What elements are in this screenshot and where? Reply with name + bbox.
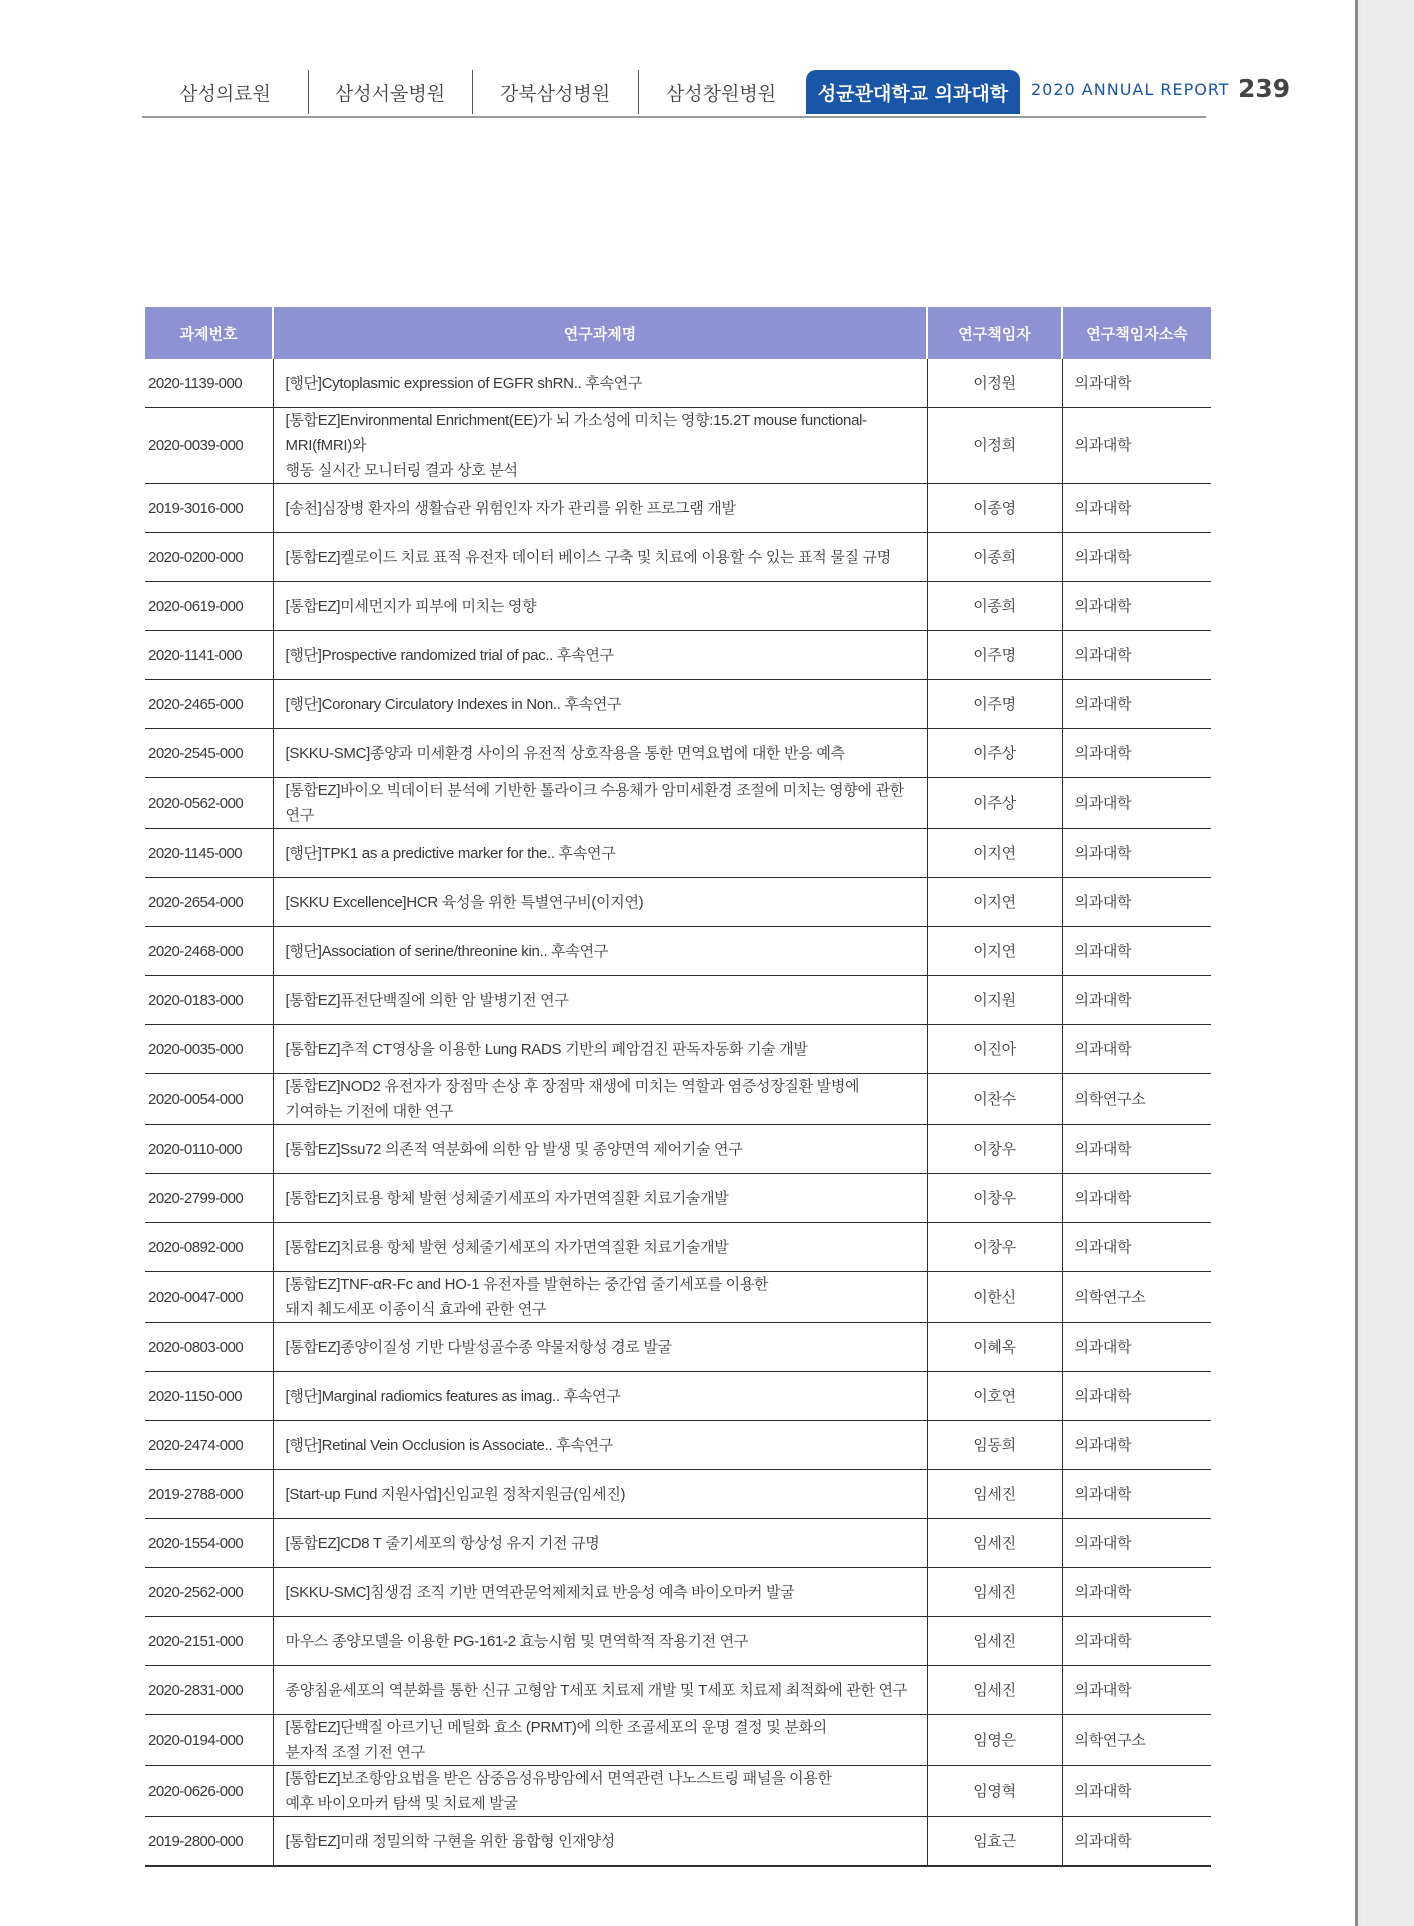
cell-project-title: [통합EZ]TNF-αR-Fc and HO-1 유전자를 발현하는 중간엽 줄기세포를 이용한 돼지 췌도세포 이종이식 효과에 관한 연구	[273, 1272, 927, 1323]
cell-project-no: 2020-2151-000	[145, 1617, 273, 1666]
col-header-project-no: 과제번호	[145, 307, 273, 359]
cell-project-title: [통합EZ]단백질 아르기닌 메틸화 효소 (PRMT)에 의한 조골세포의 운명 결정 및 분화의 분자적 조절 기전 연구	[273, 1715, 927, 1766]
cell-project-title: [통합EZ]퓨전단백질에 의한 암 발병기전 연구	[273, 976, 927, 1025]
cell-investigator: 이혜옥	[927, 1323, 1062, 1372]
cell-project-no: 2020-2468-000	[145, 927, 273, 976]
cell-affiliation: 의과대학	[1062, 878, 1211, 927]
cell-project-no: 2020-2831-000	[145, 1666, 273, 1715]
cell-project-title: [행단]Cytoplasmic expression of EGFR shRN.. 후속연구	[273, 359, 927, 408]
cell-project-no: 2020-0035-000	[145, 1025, 273, 1074]
cell-affiliation: 의과대학	[1062, 729, 1211, 778]
cell-project-title: [Start-up Fund 지원사업]신임교원 정착지원금(임세진)	[273, 1470, 927, 1519]
cell-project-title: 종양침윤세포의 역분화를 통한 신규 고형암 T세포 치료제 개발 및 T세포 치료제 최적화에 관한 연구	[273, 1666, 927, 1715]
table-row	[145, 729, 1211, 778]
table-row	[145, 829, 1211, 878]
table-row	[145, 1272, 1211, 1323]
viewer-background	[1361, 0, 1414, 1926]
cell-project-no: 2020-0803-000	[145, 1323, 273, 1372]
cell-affiliation: 의과대학	[1062, 1174, 1211, 1223]
cell-affiliation: 의과대학	[1062, 631, 1211, 680]
cell-affiliation: 의과대학	[1062, 1372, 1211, 1421]
table-row	[145, 1074, 1211, 1125]
table-row	[145, 359, 1211, 408]
tab-label: 삼성의료원	[179, 82, 271, 105]
cell-affiliation: 의과대학	[1062, 1125, 1211, 1174]
cell-investigator: 이종희	[927, 582, 1062, 631]
cell-project-no: 2020-1554-000	[145, 1519, 273, 1568]
cell-project-title: [통합EZ]바이오 빅데이터 분석에 기반한 톨라이크 수용체가 암미세환경 조절에 미치는 영향에 관한 연구	[273, 778, 927, 829]
cell-investigator: 이지연	[927, 927, 1062, 976]
cell-project-no: 2019-2800-000	[145, 1817, 273, 1867]
cell-investigator: 이창우	[927, 1125, 1062, 1174]
cell-investigator: 임세진	[927, 1470, 1062, 1519]
cell-project-no: 2020-0619-000	[145, 582, 273, 631]
table-row	[145, 878, 1211, 927]
cell-project-no: 2020-1139-000	[145, 359, 273, 408]
cell-affiliation: 의과대학	[1062, 484, 1211, 533]
cell-investigator: 이주명	[927, 631, 1062, 680]
cell-project-no: 2020-1141-000	[145, 631, 273, 680]
tab-samsung-seoul-hospital[interactable]	[308, 70, 473, 114]
cell-affiliation: 의학연구소	[1062, 1272, 1211, 1323]
cell-project-no: 2020-0562-000	[145, 778, 273, 829]
cell-investigator: 이진아	[927, 1025, 1062, 1074]
cell-project-title: [통합EZ]추적 CT영상을 이용한 Lung RADS 기반의 폐암검진 판독자동화 기술 개발	[273, 1025, 927, 1074]
cell-investigator: 이주명	[927, 680, 1062, 729]
table-row	[145, 778, 1211, 829]
cell-project-title: [SKKU-SMC]침생검 조직 기반 면역관문억제제치료 반응성 예측 바이오마커 발굴	[273, 1568, 927, 1617]
cell-affiliation: 의과대학	[1062, 927, 1211, 976]
cell-affiliation: 의과대학	[1062, 1568, 1211, 1617]
table-row	[145, 631, 1211, 680]
cell-investigator: 임세진	[927, 1666, 1062, 1715]
cell-affiliation: 의과대학	[1062, 829, 1211, 878]
table-row	[145, 484, 1211, 533]
cell-project-no: 2019-2788-000	[145, 1470, 273, 1519]
table-row	[145, 1223, 1211, 1272]
cell-investigator: 이지연	[927, 829, 1062, 878]
table-row	[145, 1715, 1211, 1766]
cell-investigator: 이종영	[927, 484, 1062, 533]
cell-project-title: [행단]Retinal Vein Occlusion is Associate.. 후속연구	[273, 1421, 927, 1470]
cell-project-title: [송천]심장병 환자의 생활습관 위험인자 자가 관리를 위한 프로그램 개발	[273, 484, 927, 533]
cell-project-title: [통합EZ]미세먼지가 피부에 미치는 영향	[273, 582, 927, 631]
cell-project-no: 2020-2545-000	[145, 729, 273, 778]
cell-investigator: 이정희	[927, 408, 1062, 484]
cell-project-no: 2019-3016-000	[145, 484, 273, 533]
cell-affiliation: 의학연구소	[1062, 1715, 1211, 1766]
cell-project-no: 2020-0626-000	[145, 1766, 273, 1817]
cell-project-no: 2020-1150-000	[145, 1372, 273, 1421]
col-header-affiliation: 연구책임자소속	[1062, 307, 1211, 359]
cell-investigator: 임영은	[927, 1715, 1062, 1766]
cell-investigator: 이창우	[927, 1223, 1062, 1272]
table-row	[145, 408, 1211, 484]
cell-affiliation: 의과대학	[1062, 1817, 1211, 1867]
cell-project-no: 2020-1145-000	[145, 829, 273, 878]
cell-affiliation: 의과대학	[1062, 1223, 1211, 1272]
table-row	[145, 1617, 1211, 1666]
cell-investigator: 이지원	[927, 976, 1062, 1025]
cell-project-title: 마우스 종양모델을 이용한 PG-161-2 효능시험 및 면역학적 작용기전 연구	[273, 1617, 927, 1666]
cell-project-no: 2020-0200-000	[145, 533, 273, 582]
cell-investigator: 임동희	[927, 1421, 1062, 1470]
cell-project-title: [통합EZ]치료용 항체 발현 성체줄기세포의 자가면역질환 치료기술개발	[273, 1223, 927, 1272]
tab-kangbuk-samsung-hospital[interactable]	[472, 70, 639, 114]
table-row	[145, 1372, 1211, 1421]
cell-project-no: 2020-0194-000	[145, 1715, 273, 1766]
col-header-investigator: 연구책임자	[927, 307, 1062, 359]
cell-project-title: [통합EZ]치료용 항체 발현 성체줄기세포의 자가면역질환 치료기술개발	[273, 1174, 927, 1223]
table-header-row	[145, 307, 1211, 359]
cell-affiliation: 의과대학	[1062, 1323, 1211, 1372]
table-row	[145, 1470, 1211, 1519]
table-row	[145, 1174, 1211, 1223]
table-row	[145, 1766, 1211, 1817]
table-row	[145, 1125, 1211, 1174]
cell-investigator: 이종희	[927, 533, 1062, 582]
cell-investigator: 이정원	[927, 359, 1062, 408]
tab-samsung-medical-center[interactable]	[142, 70, 309, 114]
cell-investigator: 임효근	[927, 1817, 1062, 1867]
cell-project-no: 2020-0054-000	[145, 1074, 273, 1125]
table-row	[145, 1817, 1211, 1867]
cell-affiliation: 의과대학	[1062, 1617, 1211, 1666]
cell-project-title: [통합EZ]켈로이드 치료 표적 유전자 데이터 베이스 구축 및 치료에 이용할 수 있는 표적 물질 규명	[273, 533, 927, 582]
table-body	[145, 359, 1211, 1866]
table-row	[145, 927, 1211, 976]
cell-affiliation: 의과대학	[1062, 1470, 1211, 1519]
cell-project-no: 2020-0039-000	[145, 408, 273, 484]
cell-investigator: 이한신	[927, 1272, 1062, 1323]
cell-affiliation: 의과대학	[1062, 533, 1211, 582]
tab-label: 강북삼성병원	[499, 82, 611, 105]
table-row	[145, 533, 1211, 582]
cell-investigator: 임세진	[927, 1568, 1062, 1617]
cell-affiliation: 의과대학	[1062, 1421, 1211, 1470]
cell-project-no: 2020-2465-000	[145, 680, 273, 729]
cell-affiliation: 의학연구소	[1062, 1074, 1211, 1125]
tab-label: 삼성창원병원	[665, 82, 777, 105]
cell-investigator: 이지연	[927, 878, 1062, 927]
cell-affiliation: 의과대학	[1062, 582, 1211, 631]
cell-project-no: 2020-0183-000	[145, 976, 273, 1025]
cell-project-no: 2020-0892-000	[145, 1223, 273, 1272]
cell-project-no: 2020-0047-000	[145, 1272, 273, 1323]
cell-project-title: [행단]TPK1 as a predictive marker for the.. 후속연구	[273, 829, 927, 878]
cell-project-no: 2020-2654-000	[145, 878, 273, 927]
tab-label: 성균관대학교 의과대학	[817, 82, 1009, 105]
cell-investigator: 이주상	[927, 778, 1062, 829]
tab-samsung-changwon-hospital[interactable]	[638, 70, 804, 114]
cell-project-title: [행단]Marginal radiomics features as imag.. 후속연구	[273, 1372, 927, 1421]
cell-affiliation: 의과대학	[1062, 1766, 1211, 1817]
cell-affiliation: 의과대학	[1062, 680, 1211, 729]
cell-project-title: [통합EZ]미래 정밀의학 구현을 위한 융합형 인재양성	[273, 1817, 927, 1867]
cell-project-title: [통합EZ]Ssu72 의존적 역분화에 의한 암 발생 및 종양면역 제어기술 연구	[273, 1125, 927, 1174]
table-row	[145, 976, 1211, 1025]
cell-project-no: 2020-2562-000	[145, 1568, 273, 1617]
cell-affiliation: 의과대학	[1062, 359, 1211, 408]
table-row	[145, 680, 1211, 729]
cell-affiliation: 의과대학	[1062, 408, 1211, 484]
cell-project-title: [행단]Prospective randomized trial of pac.. 후속연구	[273, 631, 927, 680]
cell-affiliation: 의과대학	[1062, 1025, 1211, 1074]
cell-project-no: 2020-2474-000	[145, 1421, 273, 1470]
cell-project-title: [통합EZ]CD8 T 줄기세포의 항상성 유지 기전 규명	[273, 1519, 927, 1568]
table-row	[145, 1666, 1211, 1715]
cell-investigator: 이창우	[927, 1174, 1062, 1223]
table-row	[145, 1323, 1211, 1372]
cell-project-no: 2020-0110-000	[145, 1125, 273, 1174]
cell-project-title: [통합EZ]종양이질성 기반 다발성골수종 약물저항성 경로 발굴	[273, 1323, 927, 1372]
annual-report-label: 2020 ANNUAL REPORT	[1031, 80, 1230, 99]
table-row	[145, 1025, 1211, 1074]
table-row	[145, 1421, 1211, 1470]
cell-investigator: 임영혁	[927, 1766, 1062, 1817]
table-row	[145, 1568, 1211, 1617]
tab-skku-medicine[interactable]	[806, 70, 1020, 114]
col-header-project-title: 연구과제명	[273, 307, 927, 359]
cell-affiliation: 의과대학	[1062, 1519, 1211, 1568]
cell-project-no: 2020-2799-000	[145, 1174, 273, 1223]
cell-project-title: [통합EZ]보조항암요법을 받은 삼중음성유방암에서 면역관련 나노스트링 패널을 이용한 예후 바이오마커 탐색 및 치료제 발굴	[273, 1766, 927, 1817]
table-row	[145, 582, 1211, 631]
cell-investigator: 임세진	[927, 1617, 1062, 1666]
cell-project-title: [SKKU Excellence]HCR 육성을 위한 특별연구비(이지연)	[273, 878, 927, 927]
cell-investigator: 임세진	[927, 1519, 1062, 1568]
cell-affiliation: 의과대학	[1062, 1666, 1211, 1715]
cell-investigator: 이호연	[927, 1372, 1062, 1421]
tab-label: 삼성서울병원	[334, 82, 446, 105]
cell-project-title: [SKKU-SMC]종양과 미세환경 사이의 유전적 상호작용을 통한 면역요법에 대한 반응 예측	[273, 729, 927, 778]
cell-investigator: 이주상	[927, 729, 1062, 778]
cell-project-title: [통합EZ]NOD2 유전자가 장점막 손상 후 장점막 재생에 미치는 역할과 염증성장질환 발병에 기여하는 기전에 대한 연구	[273, 1074, 927, 1125]
cell-affiliation: 의과대학	[1062, 778, 1211, 829]
research-table	[145, 307, 1211, 1867]
cell-project-title: [행단]Association of serine/threonine kin.. 후속연구	[273, 927, 927, 976]
cell-project-title: [행단]Coronary Circulatory Indexes in Non.. 후속연구	[273, 680, 927, 729]
cell-affiliation: 의과대학	[1062, 976, 1211, 1025]
cell-project-title: [통합EZ]Environmental Enrichment(EE)가 뇌 가소성에 미치는 영향:15.2T mouse functional-MRI(fMRI)와 행동 실시간 모니터링 결과 상호 분석	[273, 408, 927, 484]
page-number: 239	[1238, 74, 1291, 103]
table-row	[145, 1519, 1211, 1568]
cell-investigator: 이찬수	[927, 1074, 1062, 1125]
